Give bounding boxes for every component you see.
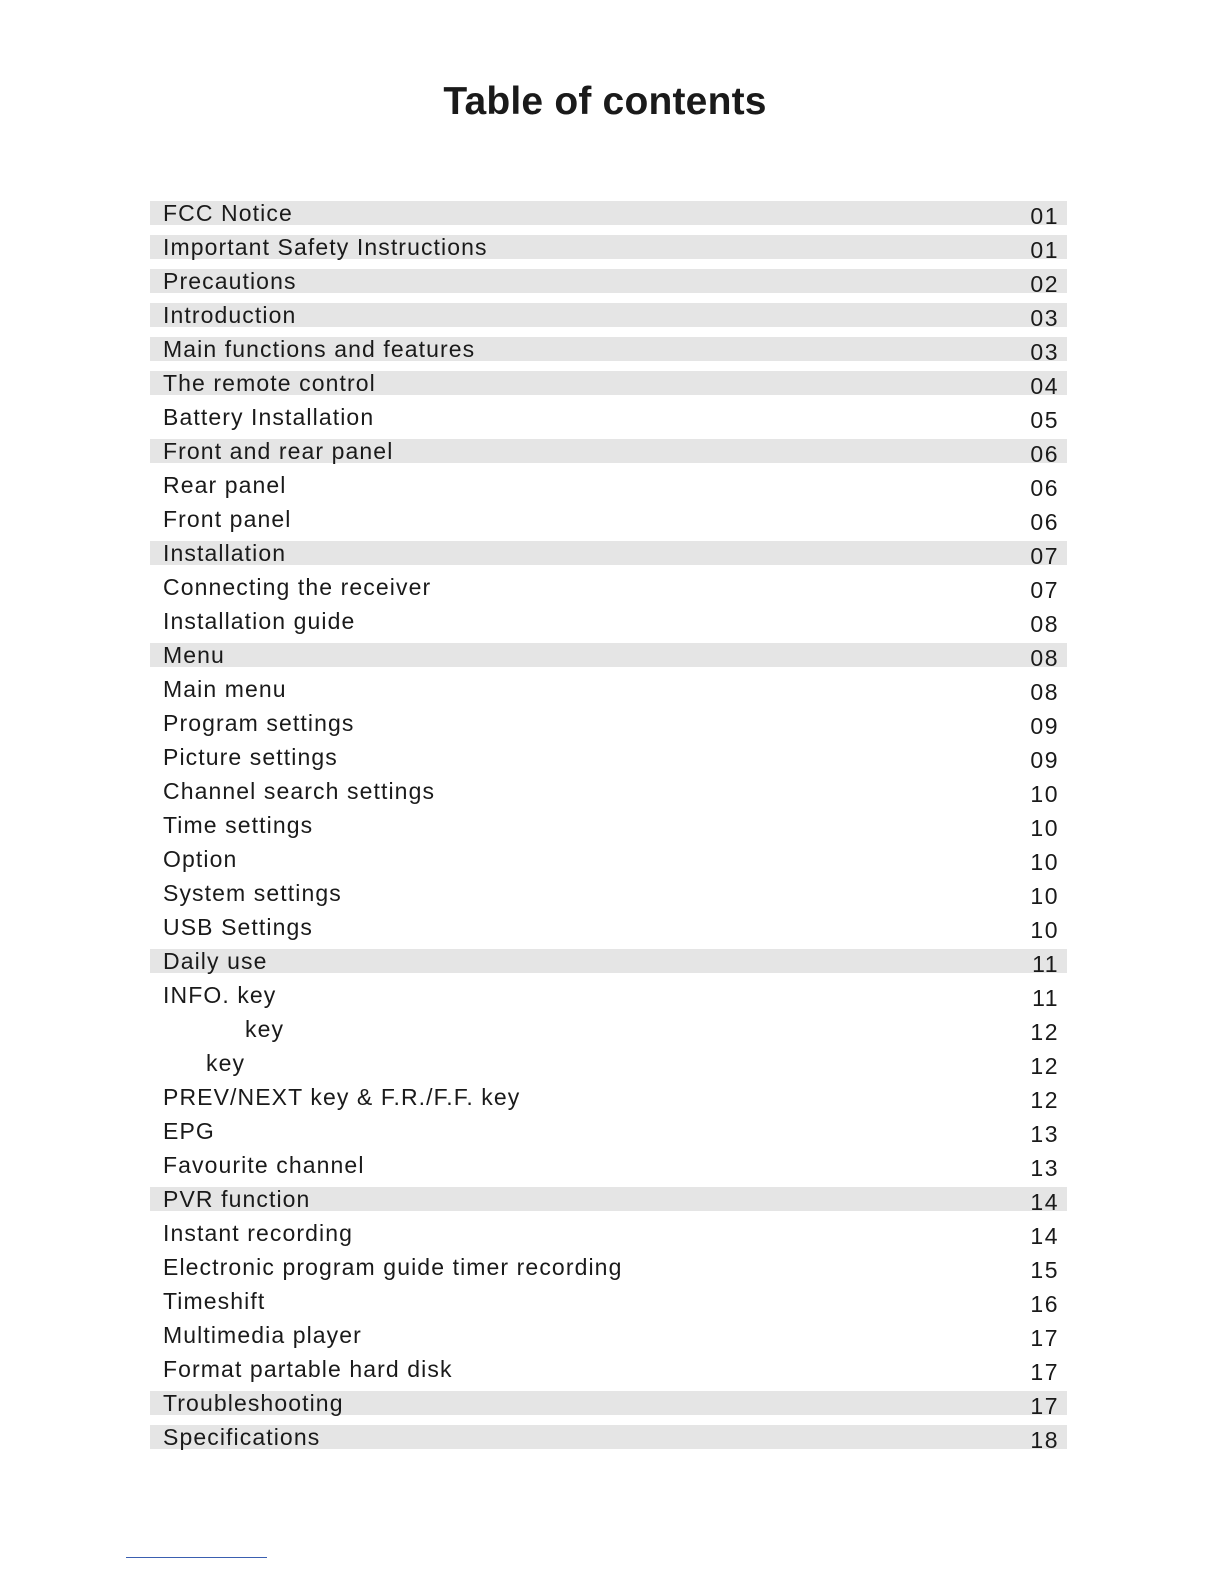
toc-section-row [150, 640, 1067, 674]
toc-page-number: 11 [1032, 951, 1059, 977]
toc-entry-row [150, 606, 1067, 640]
toc-page-number: 10 [1030, 815, 1059, 841]
toc-entry-label: Rear panel [163, 472, 287, 498]
toc-page-number: 10 [1030, 781, 1059, 807]
toc-page-number: 08 [1030, 611, 1059, 637]
toc-entry-label: Connecting the receiver [163, 574, 432, 600]
toc-section-row [150, 300, 1067, 334]
toc-entry-label: Option [163, 846, 238, 872]
toc-page-number: 10 [1030, 883, 1059, 909]
toc-entry-row [150, 504, 1067, 538]
toc-page-number: 01 [1030, 203, 1059, 229]
toc-entry-row [150, 776, 1067, 810]
toc-entry-label: key [206, 1050, 246, 1076]
toc-page-number: 16 [1030, 1291, 1059, 1317]
toc-entry-label: Instant recording [163, 1220, 354, 1246]
toc-entry-label: Picture settings [163, 744, 338, 770]
section-band [150, 949, 1067, 973]
toc-entry-label: Daily use [163, 948, 268, 974]
toc-page-number: 12 [1030, 1019, 1059, 1045]
toc-entry-row [150, 470, 1067, 504]
toc-page-number: 10 [1030, 849, 1059, 875]
toc-entry-row [150, 1048, 1067, 1082]
toc-page-number: 13 [1030, 1121, 1059, 1147]
toc-page-number: 14 [1030, 1223, 1059, 1249]
toc-entry-label: System settings [163, 880, 342, 906]
toc-entry-label: Installation guide [163, 608, 356, 634]
toc-entry-row [150, 1116, 1067, 1150]
toc-entry-row [150, 1150, 1067, 1184]
toc-entry-label: Channel search settings [163, 778, 436, 804]
toc-entry-row [150, 402, 1067, 436]
toc-list [150, 198, 1067, 1456]
toc-entry-row [150, 1354, 1067, 1388]
toc-entry-label: Time settings [163, 812, 314, 838]
toc-entry-label: PREV/NEXT key & F.R./F.F. key [163, 1084, 521, 1110]
toc-page-number: 07 [1030, 543, 1059, 569]
toc-page-number: 06 [1030, 475, 1059, 501]
toc-entry-row [150, 708, 1067, 742]
toc-entry-row [150, 674, 1067, 708]
toc-section-row [150, 368, 1067, 402]
toc-page-number: 08 [1030, 645, 1059, 671]
toc-entry-label: Battery Installation [163, 404, 375, 430]
toc-entry-label: Main functions and features [163, 336, 476, 362]
toc-page-number: 12 [1030, 1087, 1059, 1113]
section-band [150, 643, 1067, 667]
toc-entry-row [150, 742, 1067, 776]
toc-page-number: 06 [1030, 509, 1059, 535]
toc-entry-row [150, 1320, 1067, 1354]
toc-entry-row [150, 810, 1067, 844]
toc-page-number: 08 [1030, 679, 1059, 705]
toc-entry-label: FCC Notice [163, 200, 293, 226]
toc-entry-label: Specifications [163, 1424, 321, 1450]
toc-entry-label: Main menu [163, 676, 287, 702]
footer-rule [126, 1557, 267, 1558]
toc-entry-label: Important Safety Instructions [163, 234, 488, 260]
toc-page-number: 14 [1030, 1189, 1059, 1215]
toc-page-number: 11 [1032, 985, 1059, 1011]
toc-entry-label: INFO. key [163, 982, 277, 1008]
page-title: Table of contents [443, 80, 767, 123]
toc-section-row [150, 266, 1067, 300]
toc-entry-label: Front panel [163, 506, 292, 532]
toc-section-row [150, 334, 1067, 368]
toc-page-number: 18 [1030, 1427, 1059, 1453]
toc-entry-label: Electronic program guide timer recording [163, 1254, 623, 1280]
toc-page-number: 03 [1030, 339, 1059, 365]
toc-entry-row [150, 844, 1067, 878]
toc-page-number: 17 [1030, 1393, 1059, 1419]
toc-entry-label: EPG [163, 1118, 215, 1144]
section-band [150, 541, 1067, 565]
toc-section-row [150, 538, 1067, 572]
toc-page-number: 05 [1030, 407, 1059, 433]
toc-entry-label: PVR function [163, 1186, 311, 1212]
toc-page-number: 09 [1030, 747, 1059, 773]
toc-entry-label: Format partable hard disk [163, 1356, 453, 1382]
toc-section-row [150, 946, 1067, 980]
toc-entry-label: key [245, 1016, 285, 1042]
toc-entry-label: Program settings [163, 710, 355, 736]
toc-entry-label: Timeshift [163, 1288, 266, 1314]
toc-section-row [150, 1388, 1067, 1422]
toc-entry-row [150, 1014, 1067, 1048]
toc-entry-label: USB Settings [163, 914, 313, 940]
toc-page-number: 04 [1030, 373, 1059, 399]
toc-page-number: 15 [1030, 1257, 1059, 1283]
toc-entry-row [150, 912, 1067, 946]
toc-section-row [150, 1422, 1067, 1456]
toc-entry-row [150, 980, 1067, 1014]
toc-page-number: 10 [1030, 917, 1059, 943]
toc-entry-row [150, 1252, 1067, 1286]
toc-entry-label: Precautions [163, 268, 297, 294]
toc-entry-label: Favourite channel [163, 1152, 365, 1178]
toc-entry-row [150, 1082, 1067, 1116]
toc-entry-label: The remote control [163, 370, 376, 396]
toc-entry-row [150, 1218, 1067, 1252]
toc-page-number: 09 [1030, 713, 1059, 739]
toc-entry-label: Installation [163, 540, 287, 566]
toc-page-number: 07 [1030, 577, 1059, 603]
toc-entry-label: Front and rear panel [163, 438, 394, 464]
toc-section-row [150, 198, 1067, 232]
toc-page-number: 02 [1030, 271, 1059, 297]
toc-section-row [150, 232, 1067, 266]
toc-section-row [150, 1184, 1067, 1218]
toc-page-number: 17 [1030, 1359, 1059, 1385]
toc-page-number: 01 [1030, 237, 1059, 263]
toc-page-number: 03 [1030, 305, 1059, 331]
toc-page-number: 13 [1030, 1155, 1059, 1181]
toc-page-number: 06 [1030, 441, 1059, 467]
toc-section-row [150, 436, 1067, 470]
toc-page-number: 17 [1030, 1325, 1059, 1351]
toc-entry-row [150, 1286, 1067, 1320]
toc-entry-label: Menu [163, 642, 225, 668]
toc-entry-label: Introduction [163, 302, 297, 328]
toc-entry-row [150, 572, 1067, 606]
toc-entry-row [150, 878, 1067, 912]
toc-page-number: 12 [1030, 1053, 1059, 1079]
toc-entry-label: Troubleshooting [163, 1390, 344, 1416]
toc-entry-label: Multimedia player [163, 1322, 362, 1348]
